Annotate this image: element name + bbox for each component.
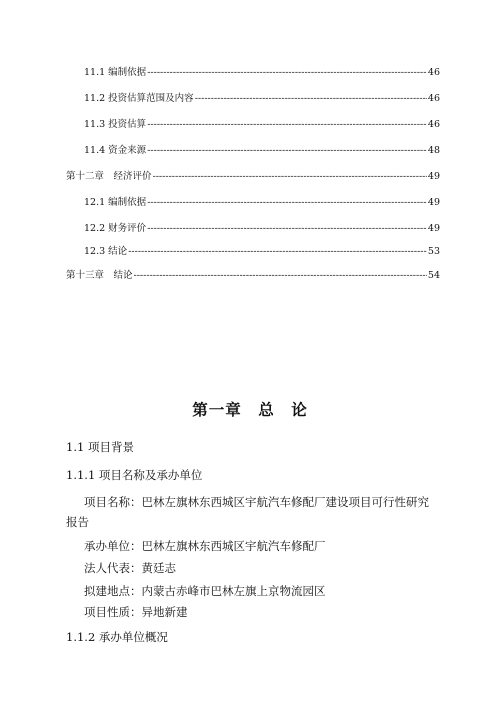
toc-leader xyxy=(147,223,427,235)
section-heading: 1.1 项目背景 xyxy=(66,440,134,454)
toc-entry-page: 49 xyxy=(427,197,440,208)
toc-entry-page: 48 xyxy=(427,145,440,156)
toc-entry-page: 46 xyxy=(427,119,440,130)
toc-entry-label: 第十三章 结论 xyxy=(66,270,133,281)
toc-entry[interactable] xyxy=(84,223,440,235)
toc-entry-label: 11.4 资金来源 xyxy=(84,145,147,156)
toc-entry-page: 53 xyxy=(427,246,440,257)
toc-entry-label: 12.1 编制依据 xyxy=(84,197,147,208)
toc-entry-page: 54 xyxy=(427,270,440,281)
toc-entry-chapter[interactable] xyxy=(66,270,440,282)
toc-entry[interactable] xyxy=(84,246,440,258)
toc-entry-page: 46 xyxy=(427,93,440,104)
location-line: 拟建地点：内蒙古赤峰市巴林左旗上京物流园区 xyxy=(84,584,326,598)
toc-leader xyxy=(153,171,427,183)
subsection-heading: 1.1.1 项目名称及承办单位 xyxy=(66,468,203,482)
project-name-line: 项目名称：巴林左旗林东西城区宇航汽车修配厂建设项目可行性研究 xyxy=(84,495,429,509)
toc-leader xyxy=(147,67,427,79)
toc-leader xyxy=(128,246,427,258)
subsection-heading: 1.1.2 承办单位概况 xyxy=(66,630,168,644)
toc-entry[interactable] xyxy=(84,145,440,157)
toc-entry-page: 49 xyxy=(427,171,440,182)
toc-entry-label: 12.3 结论 xyxy=(84,246,128,257)
toc-entry-page: 49 xyxy=(427,223,440,234)
legal-representative-line: 法人代表：黄廷志 xyxy=(84,561,176,575)
toc-entry-page: 46 xyxy=(427,67,440,78)
project-nature-line: 项目性质：异地新建 xyxy=(84,605,188,619)
toc-entry[interactable] xyxy=(84,67,440,79)
toc-leader xyxy=(147,145,427,157)
toc-entry-label: 11.1 编制依据 xyxy=(84,67,147,78)
toc-entry-label: 11.2 投资估算范围及内容 xyxy=(84,93,194,104)
chapter-title: 第一章 总 论 xyxy=(192,401,308,419)
organizer-line: 承办单位：巴林左旗林东西城区宇航汽车修配厂 xyxy=(84,539,326,553)
toc-entry[interactable] xyxy=(84,93,440,105)
toc-leader xyxy=(134,270,427,282)
toc-entry[interactable] xyxy=(84,197,440,209)
toc-entry-label: 11.3 投资估算 xyxy=(84,119,147,130)
toc-entry-label: 12.2 财务评价 xyxy=(84,223,147,234)
toc-entry-label: 第十二章 经济评价 xyxy=(66,171,152,182)
toc-leader xyxy=(147,119,427,131)
toc-entry[interactable] xyxy=(84,119,440,131)
toc-entry-chapter[interactable] xyxy=(66,171,440,183)
toc-leader xyxy=(195,93,427,105)
project-name-continuation: 报告 xyxy=(66,515,89,529)
toc-leader xyxy=(147,197,427,209)
